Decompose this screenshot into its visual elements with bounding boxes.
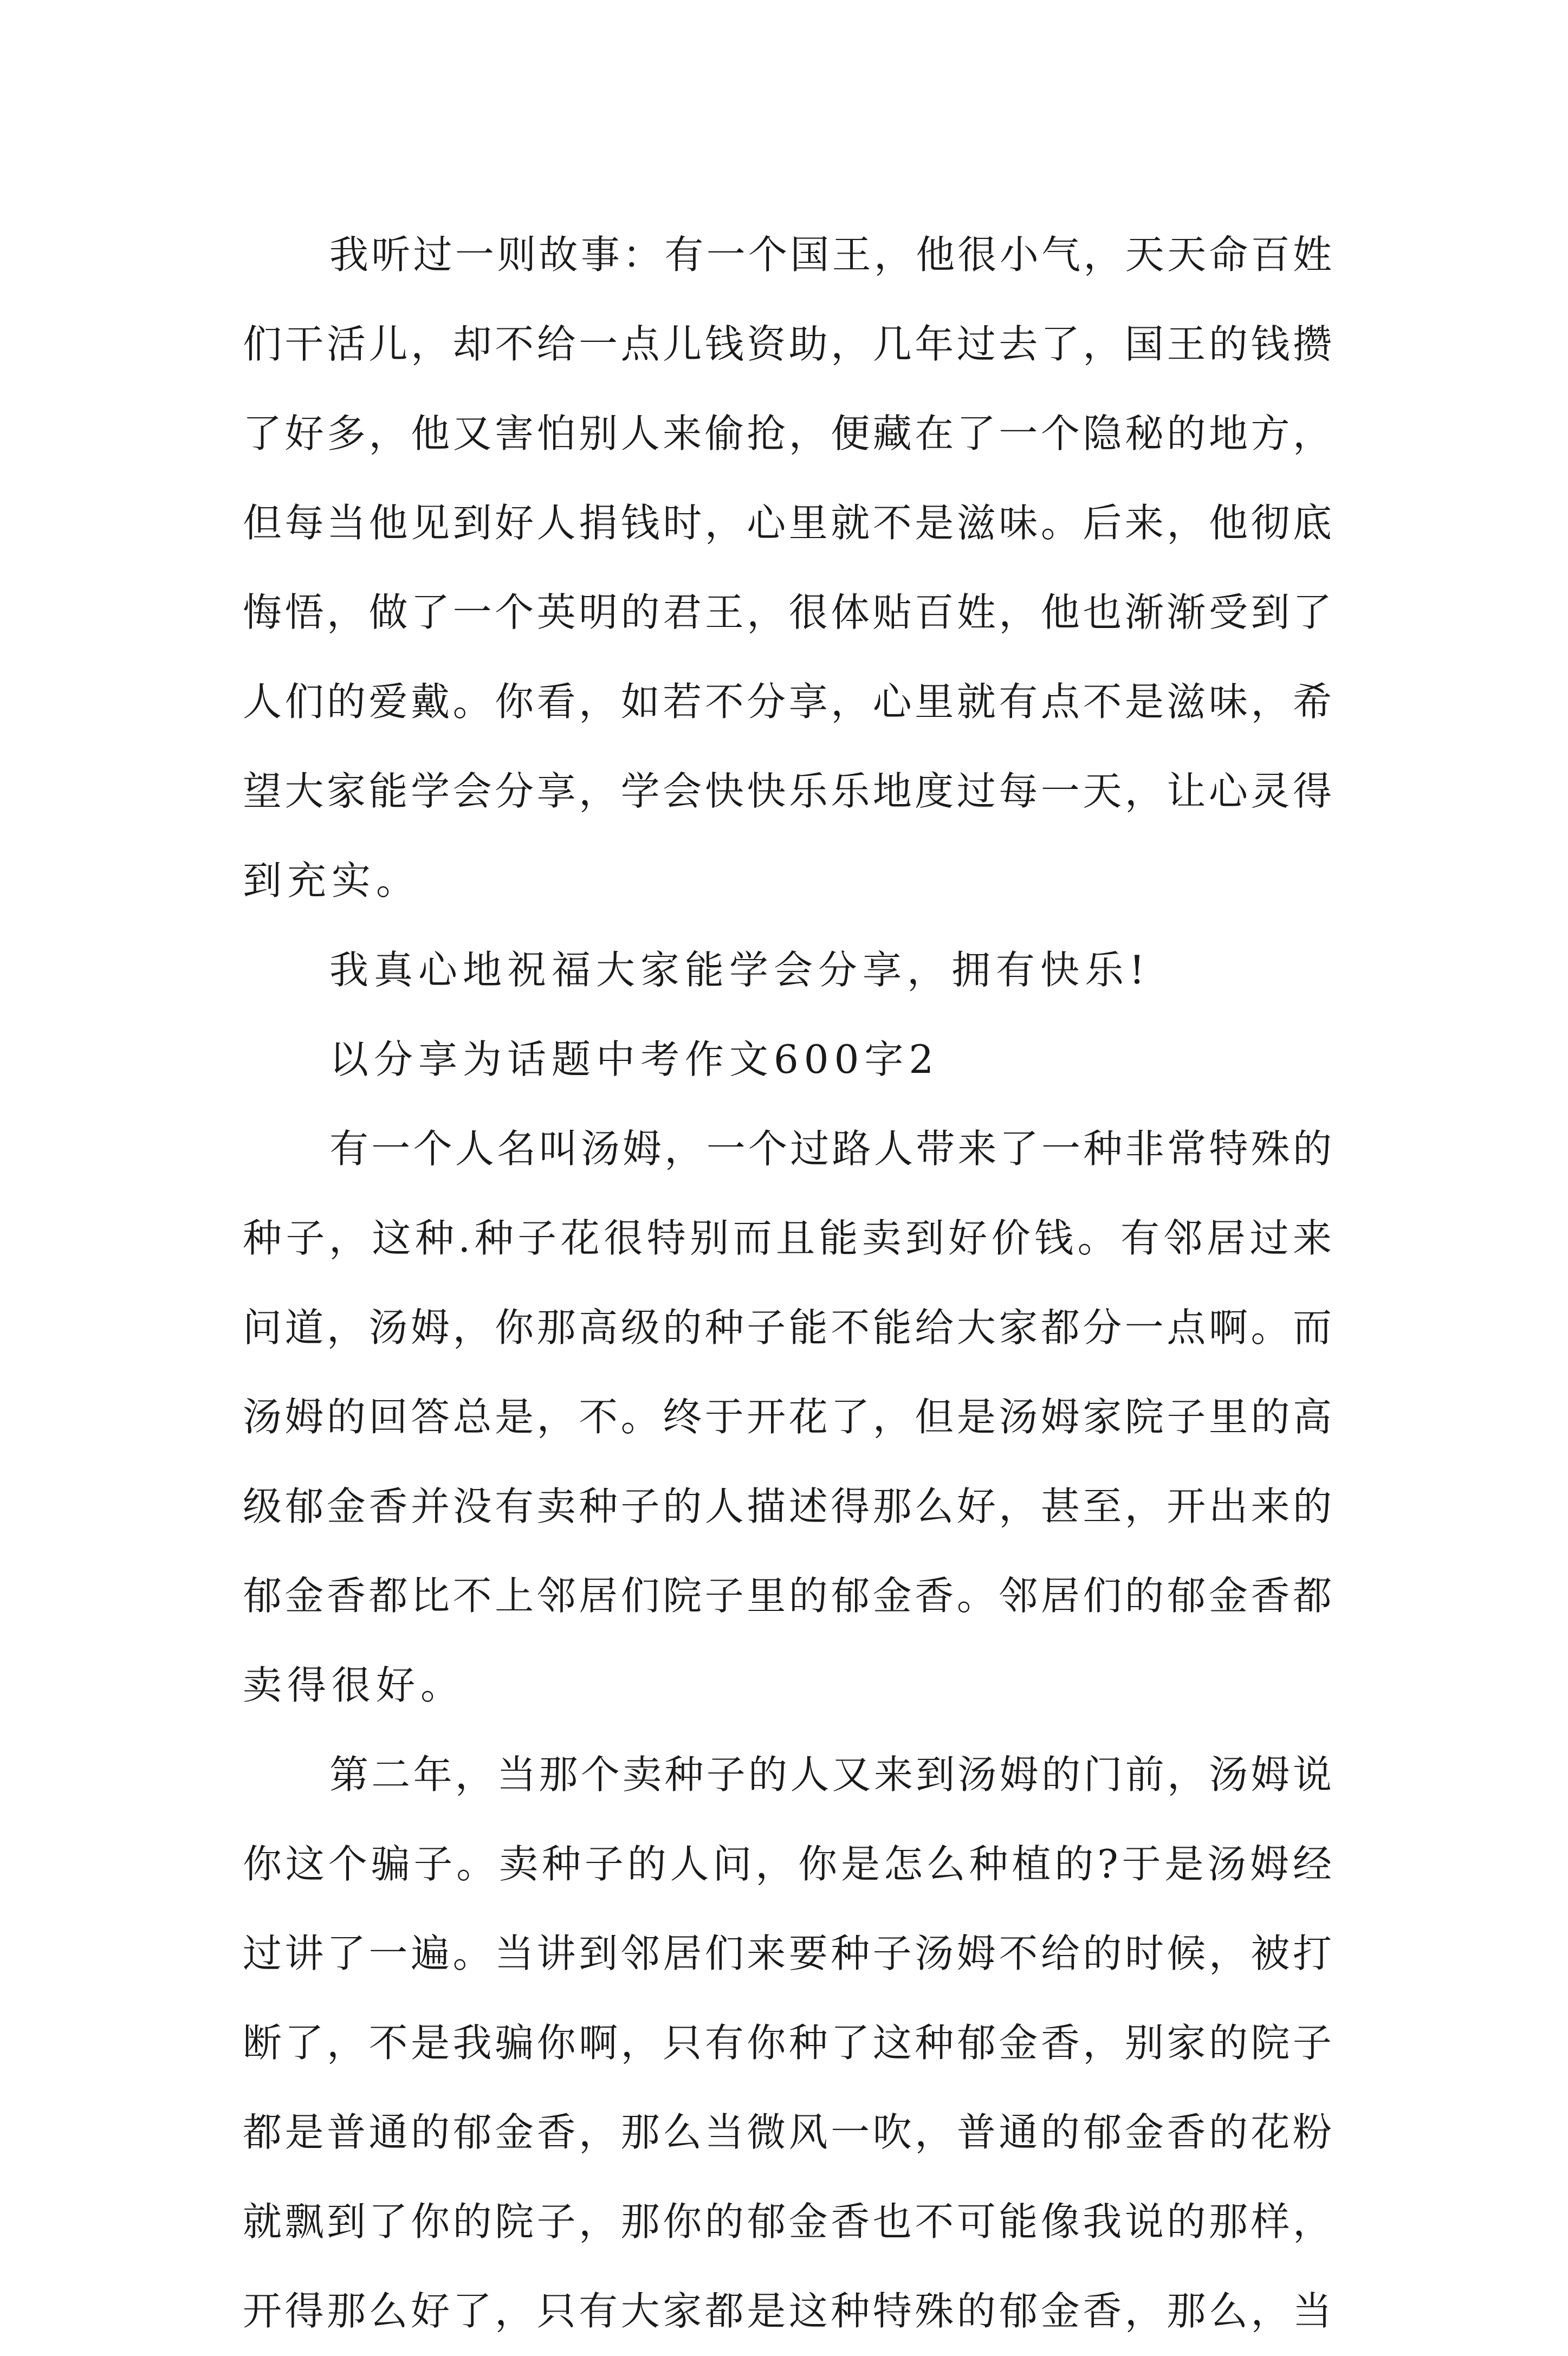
text-line: 有一个人名叫汤姆，一个过路人带来了一种非常特殊的 xyxy=(329,1126,1332,1171)
text-line: 第二年，当那个卖种子的人又来到汤姆的门前，汤姆说 xyxy=(329,1752,1332,1797)
text-line: 悔悟，做了一个英明的君王，很体贴百姓，他也渐渐受到了 xyxy=(243,590,1332,635)
text-line: 断了，不是我骗你啊，只有你种了这种郁金香，别家的院子 xyxy=(243,2020,1332,2066)
text-line: 到充实。 xyxy=(243,858,421,903)
text-line: 但每当他见到好人捐钱时，心里就不是滋味。后来，他彻底 xyxy=(243,500,1332,546)
text-line: 郁金香都比不上邻居们院子里的郁金香。邻居们的郁金香都 xyxy=(243,1573,1332,1619)
text-line: 问道，汤姆，你那高级的种子能不能给大家都分一点啊。而 xyxy=(243,1305,1332,1350)
text-line: 都是普通的郁金香，那么当微风一吹，普通的郁金香的花粉 xyxy=(243,2109,1332,2155)
text-line: 了好多，他又害怕别人来偷抢，便藏在了一个隐秘的地方， xyxy=(243,411,1332,456)
text-line: 种子，这种.种子花很特别而且能卖到好价钱。有邻居过来 xyxy=(243,1215,1332,1261)
essay-heading: 以分享为话题中考作文600字2 xyxy=(329,1037,939,1082)
paragraph-king-story xyxy=(243,210,1332,925)
text-line: 我听过一则故事：有一个国王，他很小气，天天命百姓 xyxy=(329,232,1332,277)
text-line: 你这个骗子。卖种子的人问，你是怎么种植的?于是汤姆经 xyxy=(243,1841,1332,1887)
text-line: 就飘到了你的院子，那你的郁金香也不可能像我说的那样， xyxy=(243,2199,1332,2244)
text-line: 人们的爱戴。你看，如若不分享，心里就有点不是滋味，希 xyxy=(243,679,1332,724)
text-line: 过讲了一遍。当讲到邻居们来要种子汤姆不给的时候，被打 xyxy=(243,1931,1332,1976)
document-body xyxy=(243,210,1332,2356)
text-line: 们干活儿，却不给一点儿钱资助，几年过去了，国王的钱攒 xyxy=(243,321,1332,367)
text-line: 望大家能学会分享，学会快快乐乐地度过每一天，让心灵得 xyxy=(243,768,1332,814)
paragraph-tom-seeds xyxy=(243,1104,1332,1730)
paragraph-second-year xyxy=(243,1730,1332,2356)
text-line: 汤姆的回答总是，不。终于开花了，但是汤姆家院子里的高 xyxy=(243,1394,1332,1440)
text-line: 级郁金香并没有卖种子的人描述得那么好，甚至，开出来的 xyxy=(243,1484,1332,1529)
text-line: 开得那么好了，只有大家都是这种特殊的郁金香，那么，当 xyxy=(243,2288,1332,2334)
paragraph-blessing: 我真心地祝福大家能学会分享，拥有快乐! xyxy=(329,947,1150,993)
text-line: 卖得很好。 xyxy=(243,1662,465,1708)
